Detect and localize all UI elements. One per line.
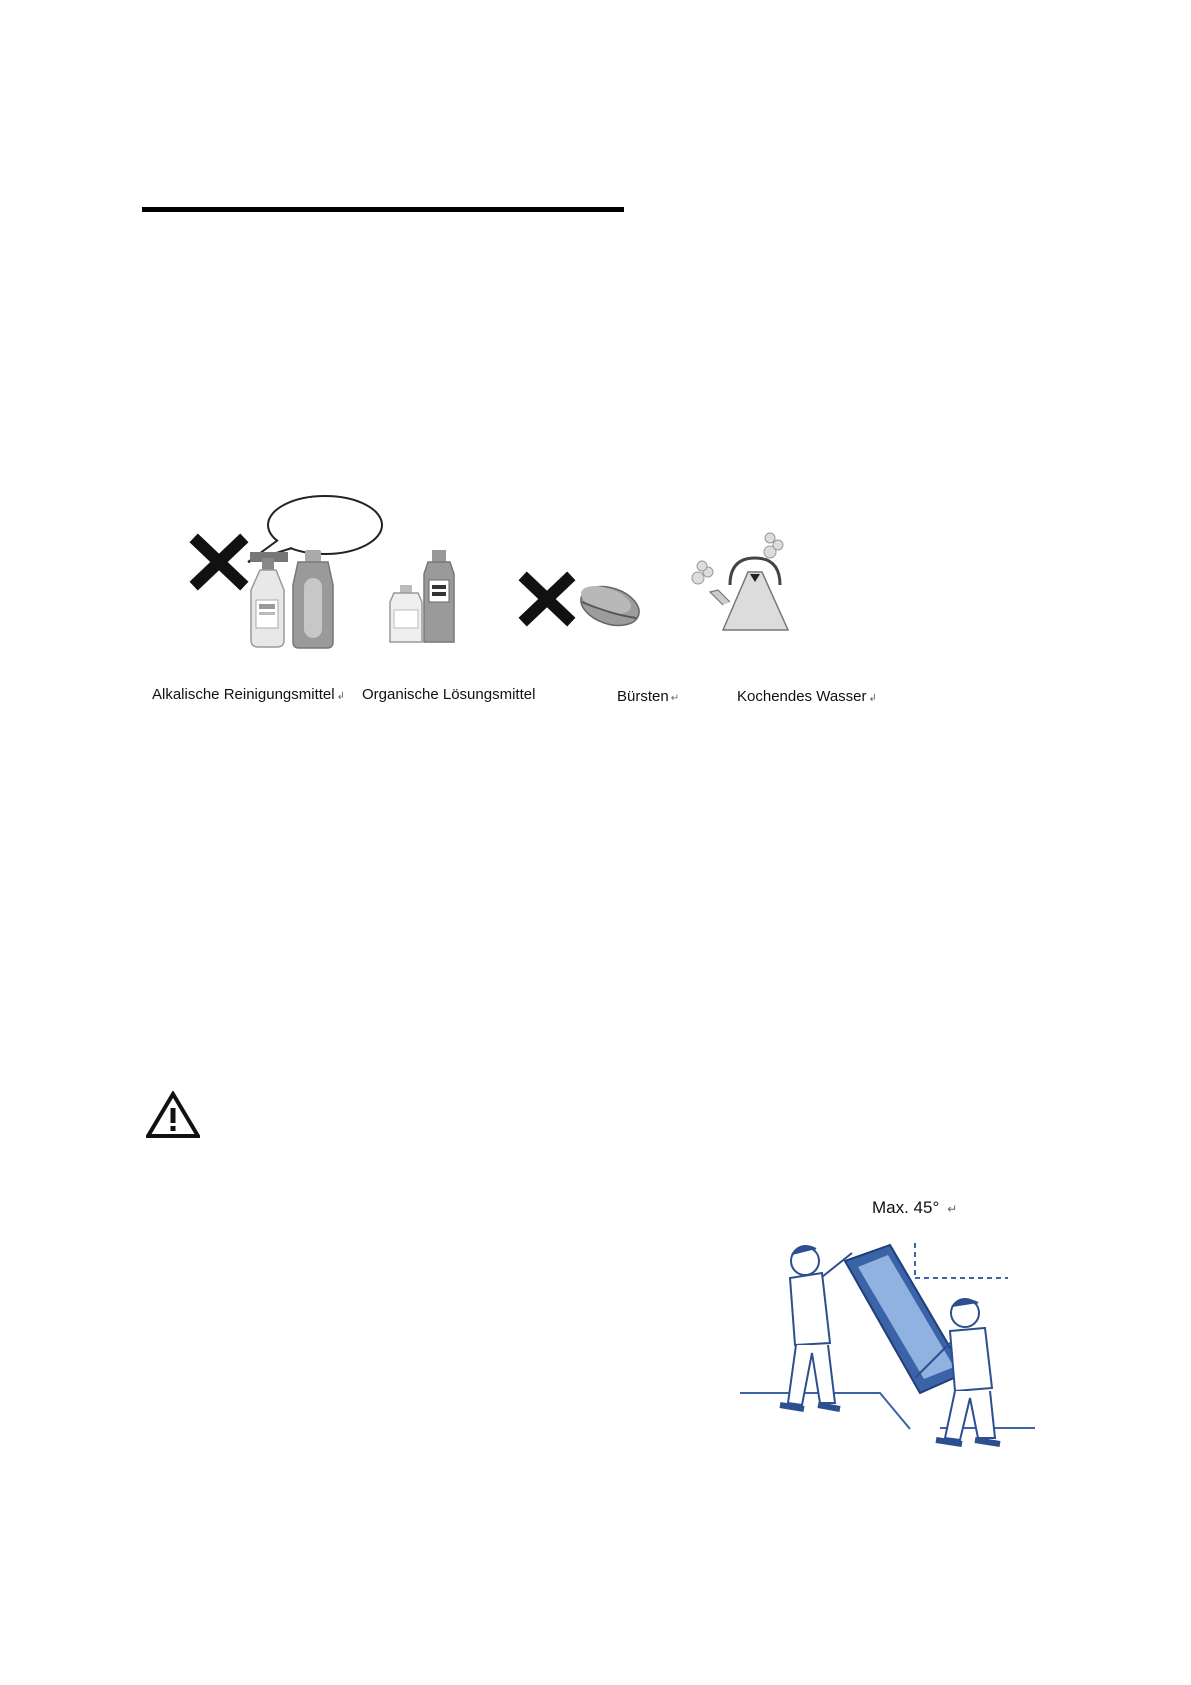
paragraph-mark: ↲: [336, 691, 345, 702]
caption-label: Kochendes Wasser: [737, 688, 867, 705]
caption-alkaline-cleaners: [152, 686, 345, 703]
person-left: [780, 1246, 852, 1409]
caption-organic-solvents: [362, 686, 535, 703]
appliance-box: [845, 1245, 965, 1393]
max-angle-text: Max. 45°: [872, 1198, 940, 1217]
paragraph-mark: ↵: [947, 1202, 958, 1216]
caption-brushes: [617, 688, 679, 705]
caption-label: Bürsten: [617, 688, 669, 705]
prohibited-x-icon: [198, 542, 240, 582]
paragraph-mark: ↵: [670, 693, 680, 704]
warning-triangle-icon: [146, 1091, 200, 1139]
transport-illustration: [740, 1233, 1040, 1463]
paragraph-mark: ↲: [868, 693, 877, 704]
solvent-bottles-icon: [390, 550, 454, 642]
spray-bottle-icon: [250, 552, 288, 647]
caption-label: Organische Lösungsmittel: [362, 686, 536, 703]
detergent-bottle-icon: [293, 550, 333, 648]
kettle-icon: [692, 533, 788, 630]
section-heading-underline: [142, 207, 624, 212]
caption-boiling-water: [737, 688, 877, 705]
brush-icon: [576, 580, 644, 633]
caption-label: Alkalische Reinigungsmittel: [152, 686, 335, 703]
prohibited-x-icon: [527, 580, 567, 618]
cleaning-agents-illustration: [170, 490, 890, 660]
max-angle-label: [872, 1198, 957, 1218]
